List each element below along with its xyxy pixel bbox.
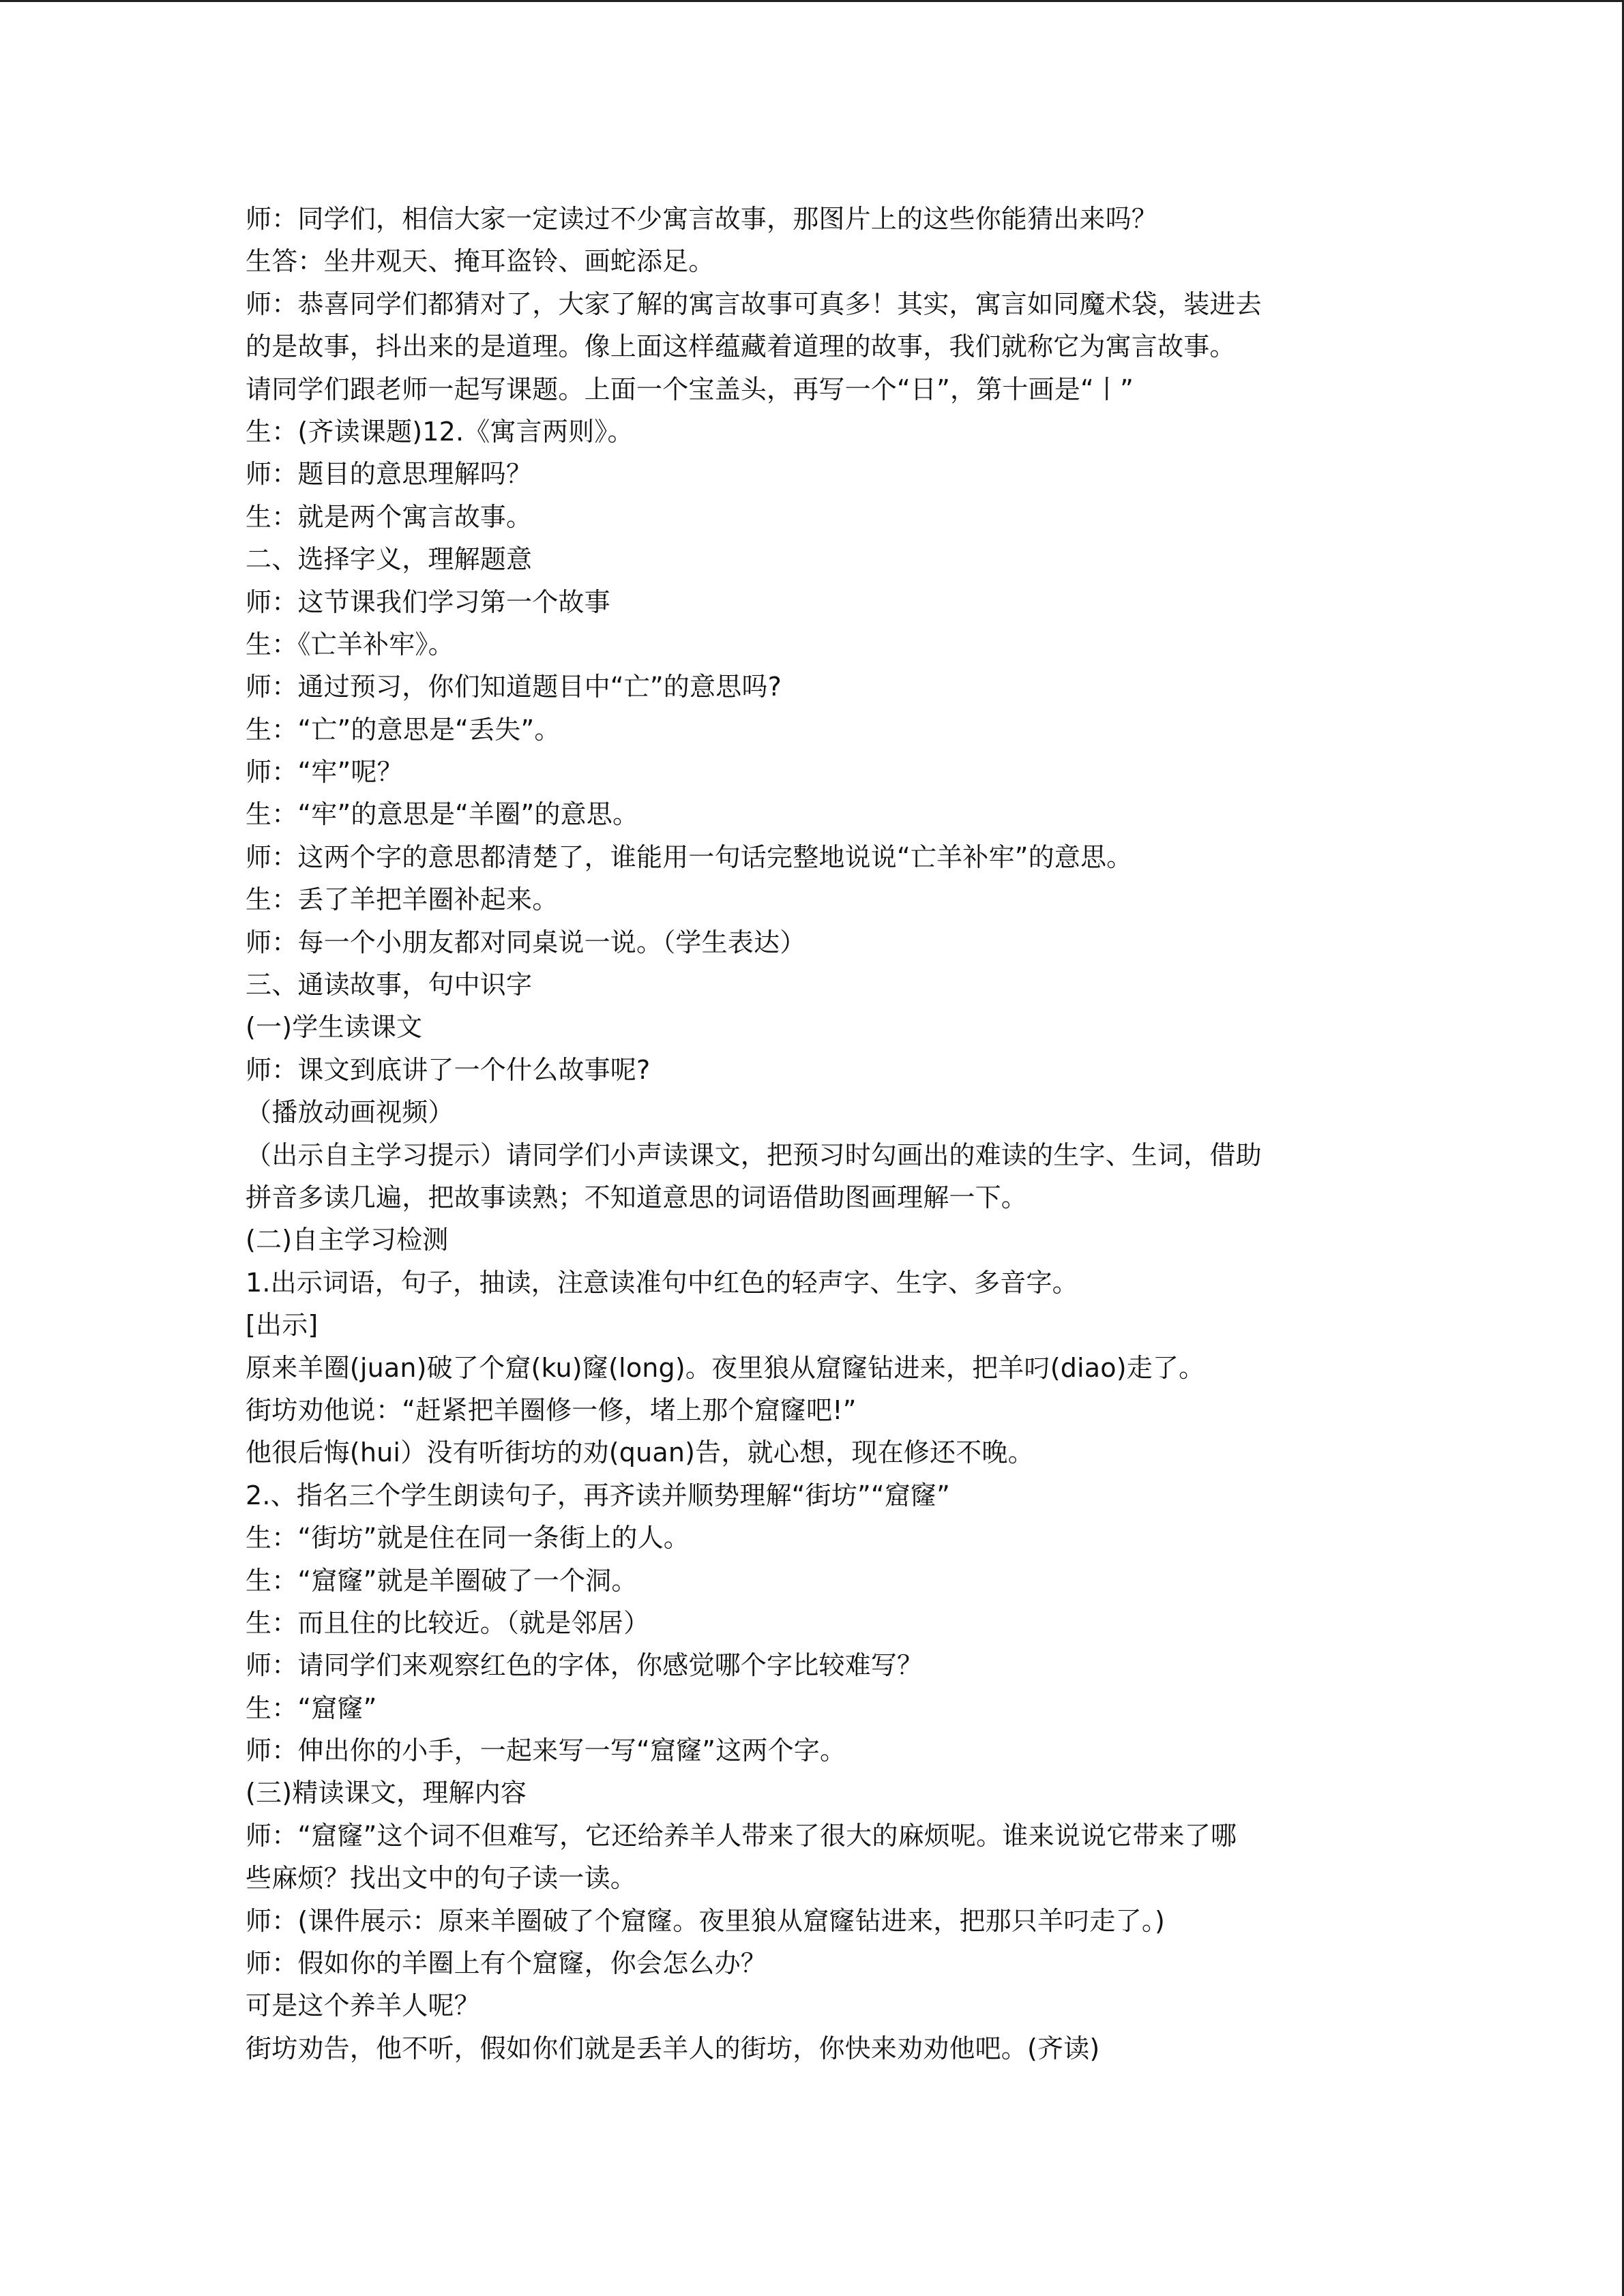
text-line: 师：恭喜同学们都猜对了，大家了解的寓言故事可真多！其实，寓言如同魔术袋，装进去 xyxy=(246,288,1262,319)
text-line: 拼音多读几遍，把故事读熟；不知道意思的词语借助图画理解一下。 xyxy=(246,1182,1028,1212)
text-line: 2.、指名三个学生朗读句子，再齐读并顺势理解“街坊”“窟窿” xyxy=(246,1480,951,1510)
text-line: 请同学们跟老师一起写课题。上面一个宝盖头，再写一个“日”，第十画是“丨” xyxy=(246,374,1134,404)
text-line: 师：每一个小朋友都对同桌说一说。（学生表达） xyxy=(246,927,806,957)
text-line: 生：《亡羊补牢》。 xyxy=(246,629,454,659)
text-line: 师：“牢”呢？ xyxy=(246,757,403,788)
text-line: 师：“窟窿”这个词不但难写，它还给养羊人带来了很大的麻烦呢。谁来说说它带来了哪 xyxy=(246,1820,1237,1851)
text-line: 原来羊圈(juan)破了个窟(ku)窿(long)。夜里狼从窟窿钻进来，把羊叼(diao)走了。 xyxy=(246,1352,1205,1383)
text-line: （播放动画视频） xyxy=(246,1097,454,1128)
text-line: 生：丢了羊把羊圈补起来。 xyxy=(246,884,559,915)
text-line: 生：就是两个寓言故事。 xyxy=(246,501,533,532)
text-line: 他很后悔(hui）没有听街坊的劝(quan)告，就心想，现在修还不晚。 xyxy=(246,1437,1034,1468)
text-line: 生答：坐井观天、掩耳盗铃、画蛇添足。 xyxy=(246,246,715,277)
text-line: 的是故事，抖出来的是道理。像上面这样蕴藏着道理的故事，我们就称它为寓言故事。 xyxy=(246,331,1236,362)
section-heading: 三、通读故事，句中识字 xyxy=(246,970,533,1000)
text-line: 1.出示词语，句子，抽读，注意读准句中红色的轻声字、生字、多音字。 xyxy=(246,1267,1078,1298)
text-line: 生：而且住的比较近。（就是邻居） xyxy=(246,1607,650,1638)
text-line: 师：这节课我们学习第一个故事 xyxy=(246,586,610,617)
subsection-heading: (二)自主学习检测 xyxy=(246,1225,449,1255)
text-line: 师：通过预习，你们知道题目中“亡”的意思吗? xyxy=(246,672,782,702)
text-line: 师：(课件展示：原来羊圈破了个窟窿。夜里狼从窟窿钻进来，把那只羊叼走了。) xyxy=(246,1905,1166,1936)
text-line: 师：请同学们来观察红色的字体，你感觉哪个字比较难写？ xyxy=(246,1650,924,1681)
document-body xyxy=(246,198,1378,2070)
text-line: 些麻烦？找出文中的句子读一读。 xyxy=(246,1863,637,1894)
text-line: 师：这两个字的意思都清楚了，谁能用一句话完整地说说“亡羊补牢”的意思。 xyxy=(246,841,1133,872)
text-line: 生：“窟窿”就是羊圈破了一个洞。 xyxy=(246,1565,638,1596)
text-line: 生：(齐读课题)12.《寓言两则》。 xyxy=(246,416,634,447)
text-line: 师：题目的意思理解吗？ xyxy=(246,459,533,490)
text-line: 街坊劝他说：“赶紧把羊圈修一修，堵上那个窟窿吧!” xyxy=(246,1395,857,1425)
text-line: 生：“街坊”就是住在同一条街上的人。 xyxy=(246,1523,690,1553)
text-line: 师：同学们，相信大家一定读过不少寓言故事，那图片上的这些你能猜出来吗？ xyxy=(246,204,1158,234)
section-heading: 二、选择字义，理解题意 xyxy=(246,544,533,575)
subsection-heading: (一)学生读课文 xyxy=(246,1012,423,1043)
text-line: （出示自主学习提示）请同学们小声读课文，把预习时勾画出的难读的生字、生词，借助 xyxy=(246,1139,1262,1170)
text-line: 街坊劝告，他不听，假如你们就是丢羊人的街坊，你快来劝劝他吧。(齐读) xyxy=(246,2033,1100,2063)
text-line: 生：“亡”的意思是“丢失”。 xyxy=(246,714,561,745)
subsection-heading: (三)精读课文，理解内容 xyxy=(246,1778,527,1808)
text-line: 师：假如你的羊圈上有个窟窿，你会怎么办？ xyxy=(246,1948,767,1979)
text-line: 生：“窟窿” xyxy=(246,1693,377,1723)
text-line: 可是这个养羊人呢？ xyxy=(246,1991,480,2021)
text-line: [出示] xyxy=(246,1310,319,1341)
text-line: 生：“牢”的意思是“羊圈”的意思。 xyxy=(246,799,639,830)
text-line: 师：伸出你的小手，一起来写一写“窟窿”这两个字。 xyxy=(246,1735,846,1766)
text-line: 师：课文到底讲了一个什么故事呢? xyxy=(246,1054,651,1085)
